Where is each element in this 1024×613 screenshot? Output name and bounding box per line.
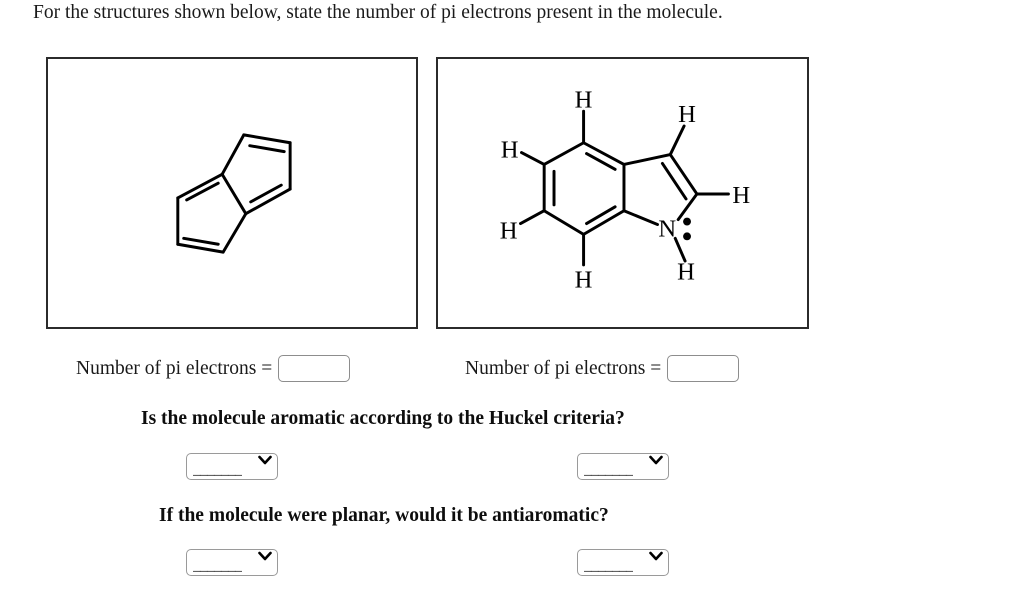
pi-electrons-label-right: Number of pi electrons =: [465, 357, 662, 379]
bond-l3: [178, 244, 223, 252]
dropdown-antiaromatic-indole-value: _______: [584, 558, 633, 574]
nitrogen-lone-pair-icon: [683, 218, 691, 241]
dropdown-antiaromatic-pentalene-value: _______: [193, 558, 242, 574]
chevron-down-icon: [649, 550, 663, 570]
answer-row-pentalene: [76, 355, 350, 382]
bond-r4-inner: [251, 185, 282, 202]
label-h-c2: H: [732, 181, 751, 209]
dropdown-antiaromatic-indole[interactable]: [577, 549, 669, 576]
bond-c3-h: [670, 126, 684, 155]
pi-electrons-input-right[interactable]: [667, 355, 739, 382]
bond-r1: [222, 135, 244, 174]
bond-n-h: [675, 238, 685, 261]
bond-c3-c2-inner: [662, 163, 686, 198]
bond-fusion: [222, 174, 246, 213]
pentalene-structure: [48, 59, 416, 327]
bond-c3-c2: [670, 155, 697, 194]
bond-r2: [244, 135, 290, 143]
bond-c5-h: [522, 153, 545, 165]
bond-l4: [223, 214, 246, 252]
structure-panel-pentalene: [46, 57, 418, 329]
pi-electrons-input-left[interactable]: [278, 355, 350, 382]
bond-c7-c7a-inner: [587, 207, 616, 224]
chevron-down-icon: [649, 454, 663, 474]
label-h-c7: H: [574, 266, 593, 294]
bond-c3a-c4: [584, 143, 624, 165]
indole-structure: [438, 59, 807, 327]
label-h-c5: H: [500, 136, 519, 164]
bond-c6-h: [521, 211, 545, 224]
structure-panel-indole: [436, 57, 809, 329]
label-h-c3: H: [678, 101, 696, 129]
dropdown-antiaromatic-pentalene[interactable]: [186, 549, 278, 576]
dropdown-aromatic-indole[interactable]: [577, 453, 669, 480]
dropdown-aromatic-indole-value: _______: [584, 462, 633, 478]
bond-c2-n: [678, 194, 697, 220]
label-h-n: H: [677, 258, 695, 286]
bond-l3-inner: [184, 238, 218, 244]
dropdown-aromatic-pentalene-value: _______: [193, 462, 242, 478]
page-title: For the structures shown below, state the number of pi electrons present in the molecule.: [33, 2, 723, 23]
chevron-down-icon: [258, 550, 272, 570]
dropdown-aromatic-pentalene[interactable]: [186, 453, 278, 480]
question-aromatic: Is the molecule aromatic according to the Huckel criteria?: [141, 408, 625, 429]
chevron-down-icon: [258, 454, 272, 474]
bond-r2-inner: [250, 146, 284, 152]
answer-row-indole: [465, 355, 739, 382]
bond-c6-c7: [544, 211, 583, 235]
bond-c4-c5: [544, 143, 583, 165]
label-n: N: [658, 215, 677, 243]
bond-n-c7a: [624, 211, 658, 225]
question-antiaromatic: If the molecule were planar, would it be antiaromatic?: [159, 505, 609, 526]
label-h-c4: H: [574, 86, 593, 114]
pi-electrons-label-left: Number of pi electrons =: [76, 357, 273, 379]
label-h-c6: H: [499, 217, 518, 245]
